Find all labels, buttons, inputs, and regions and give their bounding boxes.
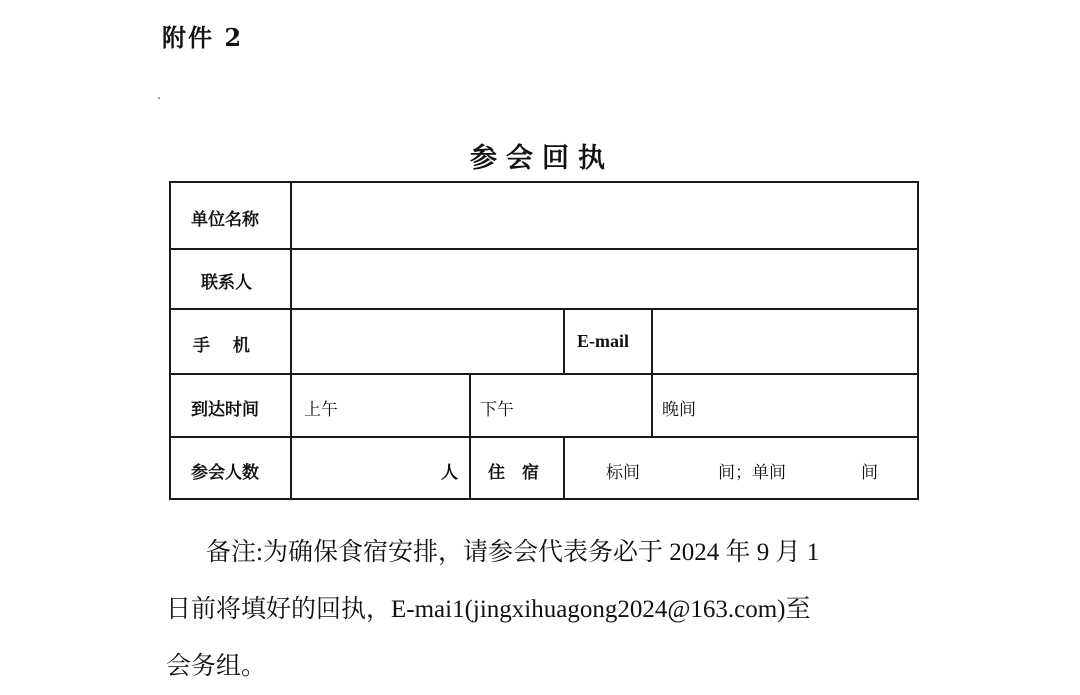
column-divider xyxy=(651,373,653,436)
attendee-unit: 人 xyxy=(441,463,458,483)
standard-room-unit-single-label: 间；单间 xyxy=(718,463,786,483)
contact-person-field[interactable] xyxy=(293,251,915,307)
attendee-count-field[interactable] xyxy=(293,439,433,496)
mobile-field[interactable] xyxy=(293,311,561,372)
column-divider xyxy=(651,308,653,375)
row-divider xyxy=(171,308,917,310)
column-divider xyxy=(563,308,565,375)
arrival-morning-field[interactable] xyxy=(341,376,467,435)
arrival-evening-field[interactable] xyxy=(701,376,915,435)
attachment-number: 附件 2 xyxy=(162,23,244,52)
note-line-2: 日前将填好的回执，E-mai1(jingxihuagong2024@163.com)至 xyxy=(166,596,811,623)
arrival-evening-label: 晚间 xyxy=(662,400,696,420)
row-divider xyxy=(171,436,917,438)
column-divider xyxy=(563,436,565,498)
mobile-label: 手 机 xyxy=(193,336,250,356)
row-divider xyxy=(171,248,917,250)
lodging-label: 住 宿 xyxy=(488,463,539,483)
attendee-count-label: 参会人数 xyxy=(191,463,259,483)
standard-room-count-field[interactable] xyxy=(646,439,716,496)
arrival-afternoon-field[interactable] xyxy=(519,376,649,435)
email-label: E-mail xyxy=(577,331,629,351)
note-line-1: 备注:为确保食宿安排，请参会代表务必于 2024 年 9 月 1 xyxy=(206,539,820,566)
arrival-afternoon-label: 下午 xyxy=(480,400,514,420)
unit-name-field[interactable] xyxy=(293,185,915,247)
arrival-time-label: 到达时间 xyxy=(191,400,259,420)
column-divider xyxy=(469,373,471,498)
single-room-unit: 间 xyxy=(861,463,878,483)
label-column-divider xyxy=(290,183,292,498)
standard-room-label: 标间 xyxy=(606,463,640,483)
note-line-3: 会务组。 xyxy=(166,653,267,680)
form-title: 参会回执 xyxy=(470,143,614,174)
remarks-note xyxy=(166,524,936,695)
arrival-morning-label: 上午 xyxy=(304,400,338,420)
contact-person-label: 联系人 xyxy=(201,273,252,293)
reply-form-table xyxy=(169,181,919,500)
single-room-count-field[interactable] xyxy=(801,439,856,496)
row-divider xyxy=(171,373,917,375)
email-field[interactable] xyxy=(654,311,915,372)
scan-speck xyxy=(158,97,160,99)
unit-name-label: 单位名称 xyxy=(191,210,259,230)
